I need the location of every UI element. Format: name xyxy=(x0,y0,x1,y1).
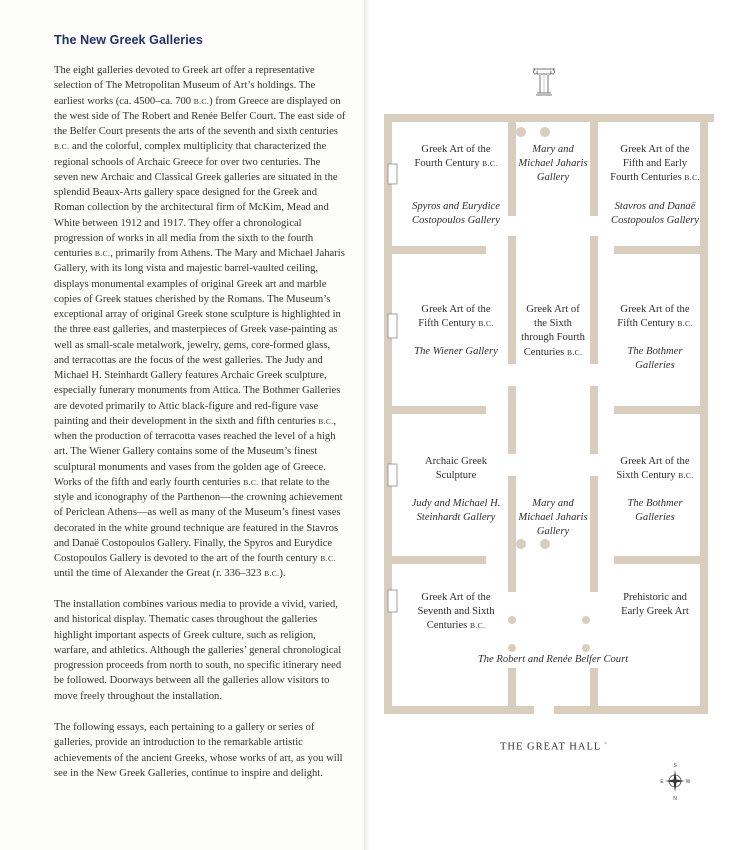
gallery-label-sixth-century: Greek Art of the Sixth Century B.C. xyxy=(616,456,694,482)
compass-label-w: W xyxy=(685,779,690,785)
compass-label-e: E xyxy=(660,779,664,785)
closing-paragraph: The following essays, each pertaining to a gallery or series of galleries, provide an introduction to the remarkable artistic achievements of the ancient Greeks, whose works of art, as you will see in the New Greek Galleries, continue to inspire and delight. xyxy=(54,722,343,779)
page-title: The New Greek Galleries xyxy=(54,33,203,47)
gallery-label-fifth-early-fourth: Greek Art of the Fifth and Early Fourth Centuries B.C. xyxy=(610,144,700,184)
compass-label-s: S xyxy=(673,763,677,769)
ionic-column-icon xyxy=(531,66,557,96)
gallery-donor-wiener: The Wiener Gallery xyxy=(414,346,498,357)
gallery-donor-jaharis-south: Mary and Michael Jaharis Gallery xyxy=(518,498,588,538)
intro-paragraph: The eight galleries devoted to Greek art offer a representative selection of The Metropolitan Museum of Art’s holdings. The earliest works (ca. 4500–ca. 700 B.C.) from Greece are displayed on the west side of The Robert and Renée Belfer Court. The east side of the Belfer Court presents the arts of the seventh and sixth centuries B.C. and the colorful, complex multiplicity that characterized the regional schools of Archaic Greece for over two centuries. The seven new Archaic and Classical Greek galleries are situated in the splendid Beaux-Arts gallery space designed for the Greek and Roman collection by the architectural firm of McKim, Mead and White between 1912 and 1917. They offer a chronological progression of works in all media from the sixth to the fourth centuries B.C., primarily from Athens. The Mary and Michael Jaharis Gallery, with its long vista and majestic barrel-vaulted ceiling, displays monumental examples of original Greek art and marble copies of Greek statues cherished by the Romans. The Museum’s exceptional array of original Greek stone sculpture is highlighted in the three east galleries, and masterpieces of Greek vase-painting as well as small-scale metalwork, jewelry, gems, core-formed glass, and terracottas are the focus of the west galleries. The Judy and Michael H. Steinhardt Gallery features Archaic Greek sculpture, especially funerary monuments from Attica. The Bothmer Galleries are devoted primarily to Attic black-figure and red-figure vase painting and their development in the sixth and fifth centuries B.C., when the production of terracotta vases reached the level of a high art. The Wiener Gallery contains some of the Museum’s finest sculptural monuments and vases from the golden age of Greece. Works of the fifth and early fourth centuries B.C. that relate to the style and iconography of the Parthenon—the crowning achievement of Periclean Athens—as well as many of the Museum’s finest vases decorated in the white ground technique are featured in the Stavros and Danaë Costopoulos Gallery. Finally, the Spyros and Eurydice Costopoulos Gallery is devoted to the art of the fourth century B.C. until the time of Alexander the Great (r. 336–323 B.C.). xyxy=(54,65,346,580)
gallery-donor-bothmer-south: The Bothmer Galleries xyxy=(627,498,683,524)
great-hall-openings xyxy=(534,706,554,716)
compass-rose-icon xyxy=(660,762,690,802)
gallery-label-prehistoric: Prehistoric and Early Greek Art xyxy=(621,592,689,618)
gallery-label-fourth-century: Greek Art of the Fourth Century B.C. xyxy=(414,144,498,170)
belfer-court-label: The Robert and Renée Belfer Court xyxy=(477,654,629,665)
gallery-donor-spyros-costopoulos: Spyros and Eurydice Costopoulos Gallery xyxy=(412,201,500,227)
gallery-donor-steinhardt: Judy and Michael H. Steinhardt Gallery xyxy=(411,498,501,524)
gallery-label-fifth-century-east: Greek Art of the Fifth Century B.C. xyxy=(617,304,693,330)
gallery-donor-stavros-costopoulos: Stavros and Danaë Costopoulos Gallery xyxy=(611,201,699,227)
installation-paragraph: The installation combines various media to provide a vivid, varied, and historical display. Thematic cases throughout the galleries highlight important aspects of Greek culture, such as religion, warfare, and athletics. Although the galleries’ general chronological progression proceeds from north to south, no specific itinerary need be followed. Doorways between all the galleries allow visitors to move freely throughout the installation. xyxy=(54,599,342,702)
gallery-label-seventh-sixth: Greek Art of the Seventh and Sixth Centuries B.C. xyxy=(417,592,495,632)
gallery-donor-bothmer-north: The Bothmer Galleries xyxy=(627,346,683,372)
page-fold xyxy=(364,0,370,850)
gallery-label-sixth-through-fourth: Greek Art of the Sixth through Fourth Centuries B.C. xyxy=(521,304,585,358)
great-hall-caption: THE GREAT HALL ⸗ xyxy=(500,738,608,753)
gallery-donor-jaharis-north: Mary and Michael Jaharis Gallery xyxy=(518,144,588,184)
gallery-label-archaic-sculpture: Archaic Greek Sculpture xyxy=(424,456,488,482)
compass-label-n: N xyxy=(673,796,677,802)
gallery-label-fifth-century-west: Greek Art of the Fifth Century B.C. xyxy=(418,304,494,330)
